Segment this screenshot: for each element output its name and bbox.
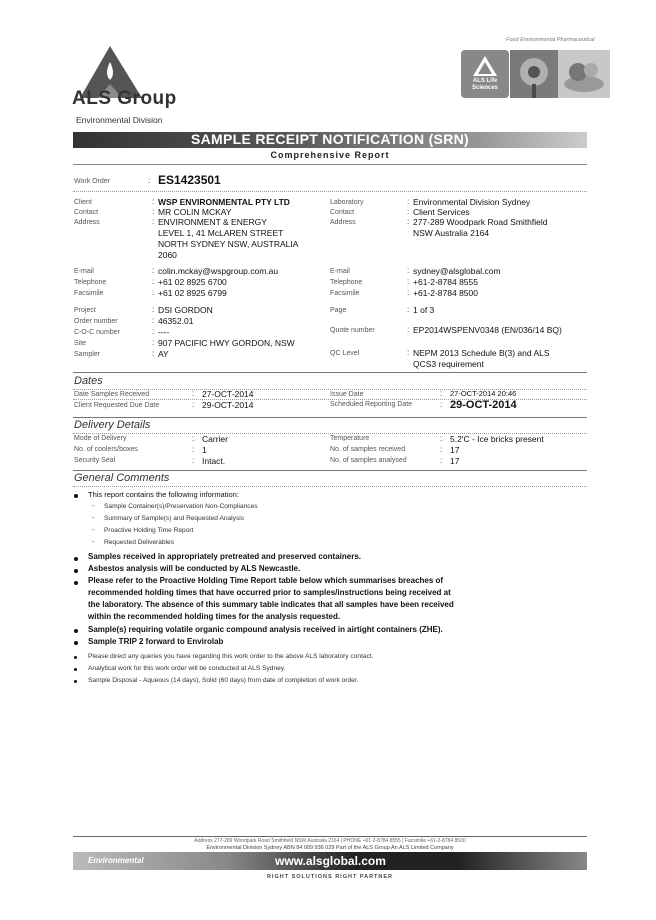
division-name: Environmental Division [76, 115, 163, 125]
date-received-label: Date Samples Received [74, 391, 150, 398]
lab-contact-value: Client Services [413, 207, 470, 217]
issue-date-value: 27-OCT-2014 20:46 [450, 389, 517, 398]
comment-bold: Asbestos analysis will be conducted by ALS Newcastle. [88, 564, 301, 573]
comment-intro: This report contains the following information: [88, 490, 239, 499]
quote-number-label: Quote number [330, 327, 375, 334]
comment-bold: Sample TRIP 2 forward to Envirolab [88, 637, 224, 646]
contact-label: Contact [74, 209, 99, 216]
email-label: E-mail [74, 268, 94, 275]
bullet-icon [74, 656, 77, 659]
comment-bold-line: Please refer to the Proactive Holding Time Report table below which summarises breaches of [88, 576, 444, 585]
comment-small: Analytical work for this work order will be conducted at ALS Sydney. [88, 665, 286, 672]
footer-tagline: RIGHT SOLUTIONS RIGHT PARTNER [266, 874, 394, 880]
bullet-icon [74, 641, 78, 645]
client-address-line: NORTH SYDNEY NSW, AUSTRALIA [158, 239, 299, 249]
comment-bold: Sample(s) requiring volatile organic compound analysis received in airtight containers (ZHE). [88, 625, 443, 634]
comment-bold-line: within the recommended holding times for the analysis requested. [88, 612, 341, 621]
client-telephone: +61 02 8925 6700 [158, 277, 227, 287]
lab-address-label: Address [330, 219, 356, 226]
coc-value: ---- [158, 327, 170, 337]
report-item: Proactive Holding Time Report [104, 527, 194, 534]
header-photo-2 [558, 50, 610, 98]
client-address-line: ENVIRONMENT & ENERGY [158, 217, 267, 227]
coolers-label: No. of coolers/boxes [74, 446, 138, 453]
security-seal-label: Security Seal [74, 457, 116, 464]
comment-bold: Samples received in appropriately pretreated and preserved containers. [88, 552, 361, 561]
dates-heading: Dates [74, 375, 103, 387]
order-number-label: Order number [74, 318, 118, 325]
report-item: Sample Container(s)/Preservation Non-Compliances [104, 503, 258, 510]
report-item: Summary of Sample(s) and Requested Analysis [104, 515, 244, 522]
client-email: colin.mckay@wspgroup.com.au [158, 266, 279, 276]
flower-photo-icon [510, 50, 558, 98]
coolers-value: 1 [202, 445, 207, 455]
header-tags: Food Environmental Pharmaceutical [506, 37, 595, 43]
coc-label: C-O-C number [74, 329, 120, 336]
footer-environmental: Environmental [88, 856, 144, 865]
comment-bold-line: recommended holding times that have occurred prior to samples/instructions being received at [88, 588, 451, 597]
page-label: Page [330, 307, 347, 314]
temperature-label: Temperature [330, 435, 370, 442]
lab-contact-label: Contact [330, 209, 355, 216]
sampler-label: Sampler [74, 351, 101, 358]
lab-telephone-value: +61-2-8784 8555 [413, 277, 478, 287]
samples-received-value: 17 [450, 445, 460, 455]
project-value: DSI GORDON [158, 305, 213, 315]
security-seal-value: Intact. [202, 456, 226, 466]
bullet-icon [74, 569, 78, 573]
page-value: 1 of 3 [413, 305, 435, 315]
lab-facsimile-label: Facsimile [330, 290, 360, 297]
client-label: Client [74, 199, 92, 206]
mode-delivery-label: Mode of Delivery [74, 435, 127, 442]
facsimile-label: Facsimile [74, 290, 104, 297]
work-order-value: ES1423501 [158, 173, 221, 187]
comment-small: Sample Disposal - Aqueous (14 days), Solid (60 days) from date of completion of work order. [88, 677, 359, 684]
food-photo-icon [558, 50, 610, 98]
client-contact: MR COLIN MCKAY [158, 207, 232, 217]
client-facsimile: +61 02 8925 6799 [158, 288, 227, 298]
mode-delivery-value: Carrier [202, 434, 228, 444]
scheduled-date-label: Scheduled Reporting Date [330, 401, 413, 408]
client-address-line: LEVEL 1, 41 McLAREN STREET [158, 228, 284, 238]
requested-due-label: Client Requested Due Date [74, 402, 160, 409]
lab-email-label: E-mail [330, 268, 350, 275]
qc-level-line: QCS3 requirement [413, 359, 484, 369]
report-subtitle: Comprehensive Report [270, 150, 390, 160]
delivery-heading: Delivery Details [74, 419, 151, 431]
comment-small: Please direct any queries you have regarding this work order to the above ALS laboratory contact. [88, 653, 374, 660]
samples-analysed-label: No. of samples analysed [330, 457, 407, 464]
logo-text: ALS Group [72, 88, 177, 109]
comment-bold-line: the laboratory. The absence of this summary table indicates that all samples have been received [88, 600, 454, 609]
temperature-value: 5.2'C - Ice bricks present [450, 434, 544, 444]
client-address-line: 2060 [158, 250, 177, 260]
quote-number-value: EP2014WSPENV0348 (EN/036/14 BQ) [413, 325, 562, 335]
qc-level-line: NEPM 2013 Schedule B(3) and ALS [413, 348, 550, 358]
lab-email-value: sydney@alsglobal.com [413, 266, 501, 276]
site-label: Site [74, 340, 87, 347]
lab-telephone-label: Telephone [330, 279, 363, 286]
footer-company: Environmental Division Sydney ABN 84 009 936 029 Part of the ALS Group An ALS Limited Company [206, 845, 454, 851]
badge-text: ALS Life Sciences [471, 78, 499, 91]
client-name: WSP ENVIRONMENTAL PTY LTD [158, 197, 290, 207]
laboratory-label: Laboratory [330, 199, 364, 206]
address-label: Address [74, 219, 100, 226]
project-label: Project [74, 307, 96, 314]
bullet-icon [74, 668, 77, 671]
bullet-icon [74, 494, 78, 498]
samples-received-label: No. of samples received [330, 446, 406, 453]
work-order-label: Work Order [74, 178, 111, 185]
life-sciences-badge [461, 50, 509, 98]
site-value: 907 PACIFIC HWY GORDON, NSW [158, 338, 295, 348]
date-received-value: 27-OCT-2014 [202, 389, 254, 399]
laboratory-value: Environmental Division Sydney [413, 197, 531, 207]
telephone-label: Telephone [74, 279, 107, 286]
lab-address-line: 277-289 Woodpark Road Smithfield [413, 217, 548, 227]
qc-level-label: QC Level [330, 350, 360, 357]
order-number-value: 46352.01 [158, 316, 194, 326]
lab-facsimile-value: +61-2-8784 8500 [413, 288, 478, 298]
requested-due-value: 29-OCT-2014 [202, 400, 254, 410]
bullet-icon [74, 557, 78, 561]
sampler-value: AY [158, 349, 169, 359]
header-photo-1 [510, 50, 558, 98]
footer-url-link[interactable]: www.alsglobal.com [275, 854, 386, 868]
bullet-icon [74, 581, 78, 585]
samples-analysed-value: 17 [450, 456, 460, 466]
scheduled-date-value: 29-OCT-2014 [450, 399, 517, 411]
comments-heading: General Comments [74, 472, 170, 484]
footer-address: Address 277-289 Woodpark Road Smithfield NSW Australia 2164 | PHONE +61-2-8784 8555 | Facsimile +61-2-8784 8500 [194, 838, 466, 844]
report-title: SAMPLE RECEIPT NOTIFICATION (SRN) [191, 131, 469, 147]
issue-date-label: Issue Date [330, 391, 364, 398]
bullet-icon [74, 629, 78, 633]
bullet-icon [74, 680, 77, 683]
report-item: Requested Deliverables [104, 539, 175, 546]
lab-address-line: NSW Australia 2164 [413, 228, 490, 238]
